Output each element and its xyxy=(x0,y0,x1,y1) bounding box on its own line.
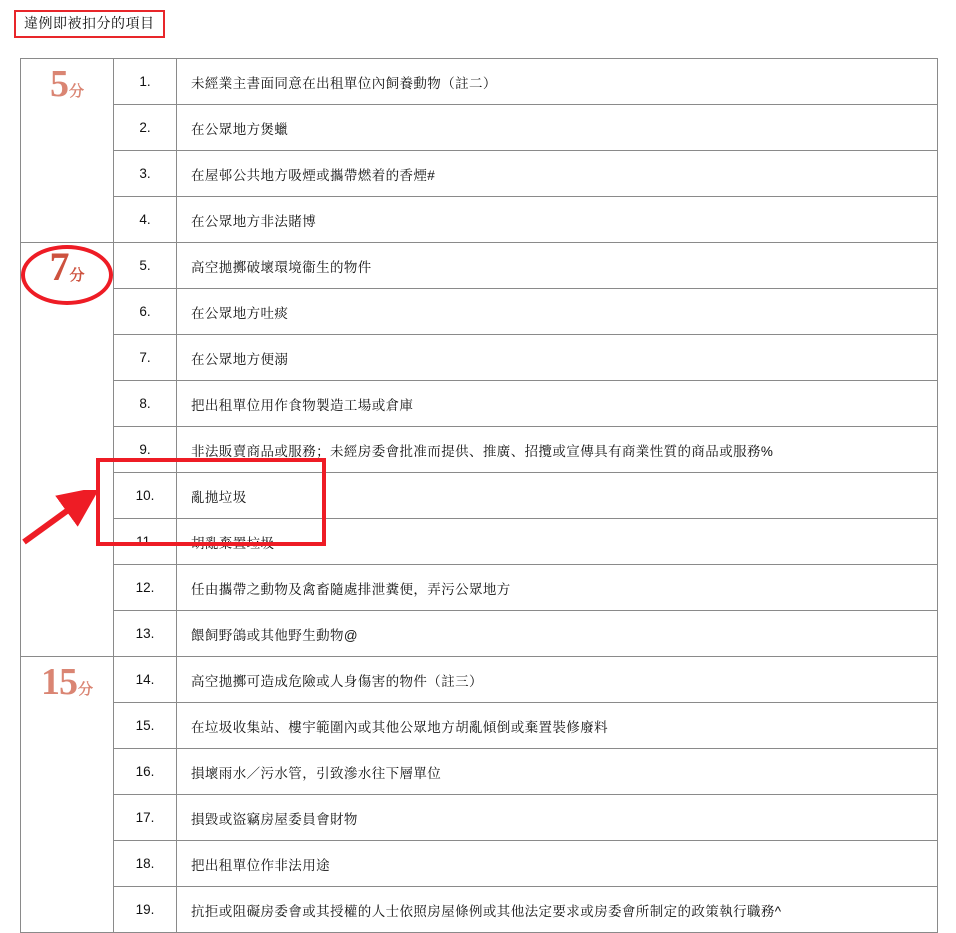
table-row xyxy=(21,565,938,611)
score-value: 7 xyxy=(49,244,69,289)
table-row xyxy=(21,59,938,105)
row-number: 17. xyxy=(114,795,177,841)
row-number: 10. xyxy=(114,473,177,519)
score-unit: 分 xyxy=(68,84,85,100)
penalty-table xyxy=(20,58,938,933)
row-number: 19. xyxy=(114,887,177,933)
row-text: 損壞雨水／污水管，引致滲水往下層單位 xyxy=(177,749,938,795)
table-row xyxy=(21,427,938,473)
row-text: 餵飼野鴿或其他野生動物@ xyxy=(177,611,938,657)
row-number: 6. xyxy=(114,289,177,335)
table-row xyxy=(21,703,938,749)
table-row xyxy=(21,197,938,243)
row-number: 5. xyxy=(114,243,177,289)
row-text: 把出租單位用作食物製造工場或倉庫 xyxy=(177,381,938,427)
score-value: 5 xyxy=(49,63,68,105)
row-text: 把出租單位作非法用途 xyxy=(177,841,938,887)
table-row xyxy=(21,105,938,151)
row-text: 在公眾地方非法賭博 xyxy=(177,197,938,243)
penalty-table-wrapper xyxy=(20,58,938,933)
table-row xyxy=(21,795,938,841)
table-row xyxy=(21,657,938,703)
table-row xyxy=(21,381,938,427)
score-cell-5 xyxy=(21,59,114,243)
table-row xyxy=(21,151,938,197)
row-text: 在垃圾收集站、樓宇範圍內或其他公眾地方胡亂傾倒或棄置裝修廢料 xyxy=(177,703,938,749)
page-title-wrapper xyxy=(14,10,165,38)
table-row xyxy=(21,243,938,289)
table-row xyxy=(21,887,938,933)
row-text: 未經業主書面同意在出租單位內飼養動物（註二） xyxy=(177,59,938,105)
row-text: 高空拋擲破壞環境衞生的物件 xyxy=(177,243,938,289)
table-row xyxy=(21,289,938,335)
score-cell-7 xyxy=(21,243,114,657)
row-number: 8. xyxy=(114,381,177,427)
row-number: 3. xyxy=(114,151,177,197)
score-mark-7 xyxy=(49,244,85,289)
row-number: 7. xyxy=(114,335,177,381)
table-row xyxy=(21,841,938,887)
table-row xyxy=(21,749,938,795)
row-number: 18. xyxy=(114,841,177,887)
row-text: 在公眾地方吐痰 xyxy=(177,289,938,335)
table-row xyxy=(21,611,938,657)
row-text: 在公眾地方便溺 xyxy=(177,335,938,381)
row-number: 14. xyxy=(114,657,177,703)
row-text: 胡亂棄置垃圾 xyxy=(177,519,938,565)
score-unit: 分 xyxy=(69,268,85,284)
row-text: 損毀或盜竊房屋委員會財物 xyxy=(177,795,938,841)
score-mark-15 xyxy=(41,663,93,701)
row-text: 抗拒或阻礙房委會或其授權的人士依照房屋條例或其他法定要求或房委會所制定的政策執行職務^ xyxy=(177,887,938,933)
row-number: 1. xyxy=(114,59,177,105)
row-number: 15. xyxy=(114,703,177,749)
row-text: 亂拋垃圾 xyxy=(177,473,938,519)
row-number: 16. xyxy=(114,749,177,795)
row-number: 4. xyxy=(114,197,177,243)
score-unit: 分 xyxy=(77,682,94,698)
row-text: 在屋邨公共地方吸煙或攜帶燃着的香煙# xyxy=(177,151,938,197)
row-number: 12. xyxy=(114,565,177,611)
row-number: 11. xyxy=(114,519,177,565)
table-row xyxy=(21,335,938,381)
table-row-highlighted xyxy=(21,473,938,519)
row-number: 9. xyxy=(114,427,177,473)
score-value: 15 xyxy=(40,661,77,703)
row-text: 高空拋擲可造成危險或人身傷害的物件（註三） xyxy=(177,657,938,703)
row-text: 在公眾地方煲蠟 xyxy=(177,105,938,151)
row-number: 13. xyxy=(114,611,177,657)
row-text: 任由攜帶之動物及禽畜隨處排泄糞便，弄污公眾地方 xyxy=(177,565,938,611)
score-mark-5 xyxy=(50,65,84,103)
row-number: 2. xyxy=(114,105,177,151)
page-title: 違例即被扣分的項目 xyxy=(14,10,165,38)
table-row-highlighted xyxy=(21,519,938,565)
row-text: 非法販賣商品或服務；未經房委會批准而提供、推廣、招攬或宣傳具有商業性質的商品或服務% xyxy=(177,427,938,473)
score-cell-15 xyxy=(21,657,114,933)
